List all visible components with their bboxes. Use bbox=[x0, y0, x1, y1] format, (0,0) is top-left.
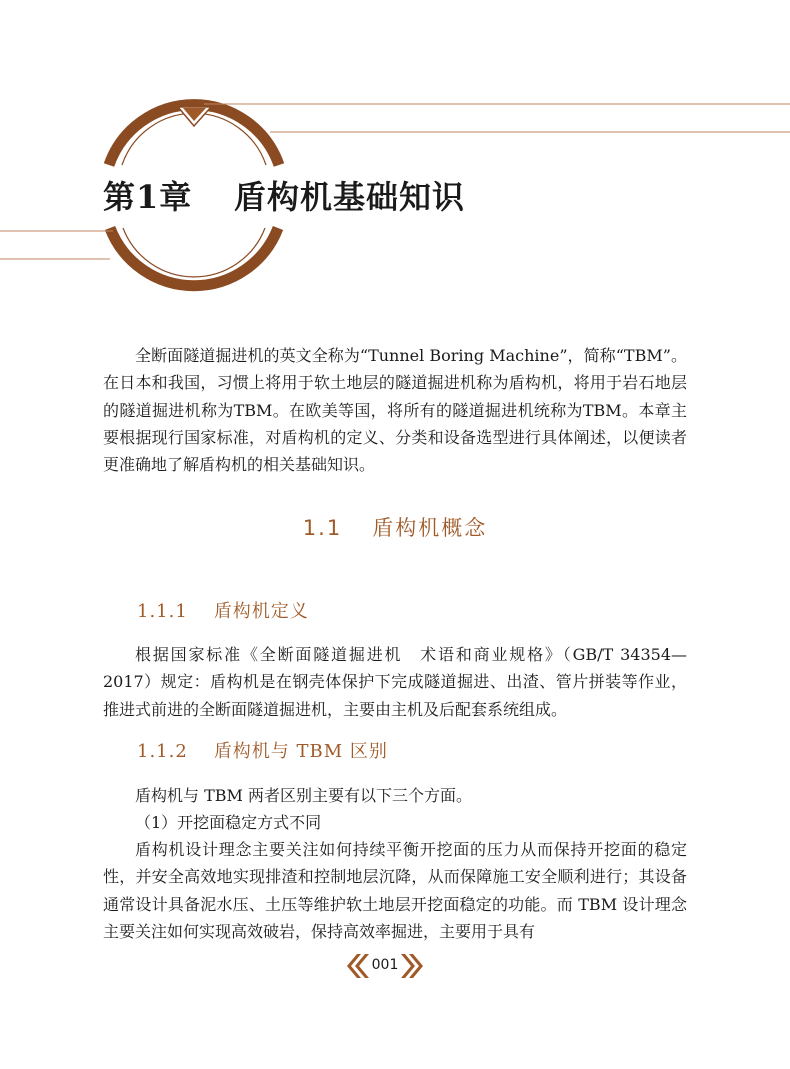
subsection-title-1-1-1 bbox=[137, 597, 309, 623]
section-title-1-1 bbox=[0, 512, 790, 542]
chapter-title bbox=[103, 172, 465, 218]
section-name: 盾构机概念 bbox=[372, 516, 488, 540]
subsection-number: 1.1.1 bbox=[137, 601, 188, 622]
definition-paragraph: 根据国家标准《全断面隧道掘进机 术语和商业规格》（GB/T 34354—2017）规定：盾构机是在钢壳体保护下完成隧道掘进、出渣、管片拼装等作业，推进式前进的全断面隧道掘进机，主要由主机及后配套系统组成。 bbox=[103, 645, 687, 719]
item-heading: （1）开挖面稳定方式不同 bbox=[135, 813, 322, 832]
intro-paragraph: 全断面隧道掘进机的英文全称为“Tunnel Boring Machine”，简称“TBM”。在日本和我国，习惯上将用于软土地层的隧道掘进机称为盾构机，将用于岩石地层的隧道掘进机称为TBM。在欧美等国，将所有的隧道掘进机统称为TBM。本章主要根据现行国家标准，对盾构机的定义、分类和设备选型进行具体阐述，以便读者更准确地了解盾构机的相关基础知识。 bbox=[103, 346, 687, 475]
subsection-name: 盾构机与 TBM 区别 bbox=[213, 741, 388, 762]
difference-paragraph: 盾构机设计理念主要关注如何持续平衡开挖面的压力从而保持开挖面的稳定性，并安全高效地实现排渣和控制地层沉降，从而保障施工安全顺利进行；其设备通常设计具备泥水压、土压等维护软土地层开挖面稳定的功能。而 TBM 设计理念主要关注如何实现高效破岩，保持高效率掘进，主要用于具有 bbox=[103, 840, 687, 941]
chapter-number: 第1章 bbox=[103, 178, 193, 216]
section-number: 1.1 bbox=[302, 516, 343, 540]
page-number: 001 bbox=[371, 957, 399, 973]
page-number-badge bbox=[343, 952, 427, 980]
difference-intro-paragraph: 盾构机与 TBM 两者区别主要有以下三个方面。 bbox=[135, 786, 472, 805]
chapter-header-decoration bbox=[0, 0, 790, 300]
subsection-title-1-1-2 bbox=[137, 737, 388, 763]
subsection-name: 盾构机定义 bbox=[213, 601, 309, 622]
subsection-number: 1.1.2 bbox=[137, 741, 188, 762]
chapter-name: 盾构机基础知识 bbox=[234, 178, 466, 216]
